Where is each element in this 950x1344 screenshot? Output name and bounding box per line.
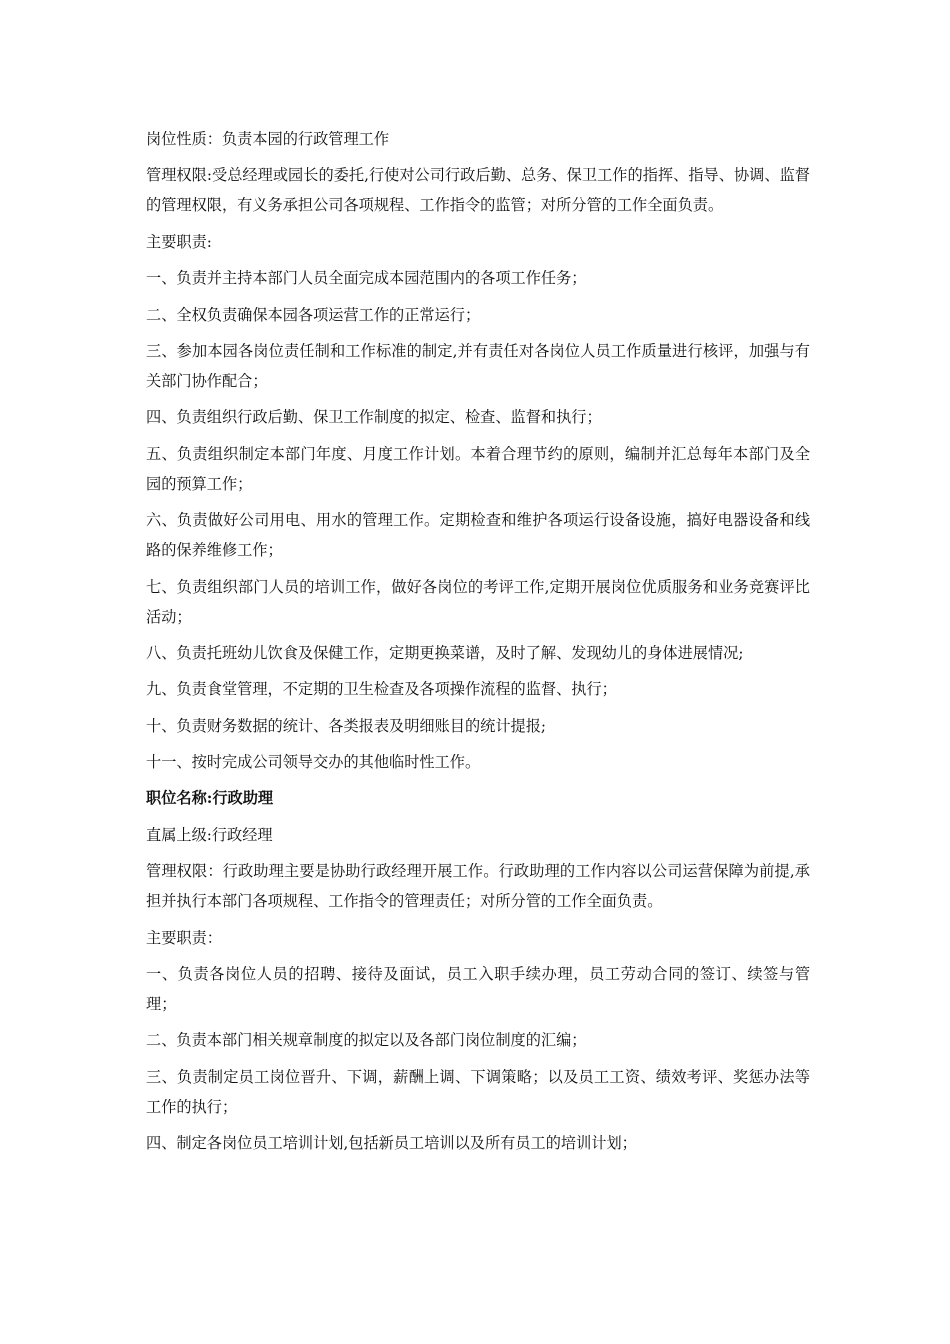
paragraph: 六、负责做好公司用电、用水的管理工作。定期检查和维护各项运行设备设施，搞好电器设备和线路的保养维修工作； [146,511,810,560]
paragraph: 八、负责托班幼儿饮食及保健工作，定期更换菜谱，及时了解、发现幼儿的身体进展情况; [146,643,744,662]
paragraph: 九、负责食堂管理，不定期的卫生检查及各项操作流程的监督、执行； [146,680,617,699]
document-body [146,124,810,1165]
paragraph: 二、全权负责确保本园各项运营工作的正常运行； [146,305,481,324]
paragraph: 一、负责各岗位人员的招聘、接待及面试，员工入职手续办理，员工劳动合同的签订、续签与管理； [146,965,810,1014]
paragraph: 直属上级:行政经理 [146,825,273,844]
paragraph: 十、负责财务数据的统计、各类报表及明细账目的统计提报; [146,716,546,735]
paragraph: 管理权限：行政助理主要是协助行政经理开展工作。行政助理的工作内容以公司运营保障为前提,承担并执行本部门各项规程、工作指令的管理责任；对所分管的工作全面负责。 [146,862,810,911]
paragraph: 二、负责本部门相关规章制度的拟定以及各部门岗位制度的汇编； [146,1031,587,1050]
paragraph: 十一、按时完成公司领导交办的其他临时性工作。 [146,753,481,772]
paragraph: 岗位性质：负责本园的行政管理工作 [146,130,389,148]
paragraph: 管理权限:受总经理或园长的委托,行使对公司行政后勤、总务、保卫工作的指挥、指导、协调、监督的管理权限，有义务承担公司各项规程、工作指令的监管；对所分管的工作全面负责。 [146,166,810,215]
section-heading: 职位名称:行政助理 [146,789,274,808]
paragraph: 主要职责: [146,232,212,251]
paragraph: 三、负责制定员工岗位晋升、下调，薪酬上调、下调策略；以及员工工资、绩效考评、奖惩办法等工作的执行； [146,1067,810,1116]
paragraph: 七、负责组织部门人员的培训工作，做好各岗位的考评工作,定期开展岗位优质服务和业务竞赛评比活动； [146,577,810,626]
paragraph: 主要职责： [146,928,222,947]
paragraph: 四、负责组织行政后勤、保卫工作制度的拟定、检查、监督和执行； [146,408,602,427]
paragraph: 三、参加本园各岗位责任制和工作标准的制定,并有责任对各岗位人员工作质量进行核评，加强与有关部门协作配合； [146,341,810,390]
paragraph: 五、负责组织制定本部门年度、月度工作计划。本着合理节约的原则，编制并汇总每年本部门及全园的预算工作； [146,444,810,493]
paragraph: 一、负责并主持本部门人员全面完成本园范围内的各项工作任务； [146,269,587,288]
paragraph: 四、制定各岗位员工培训计划,包括新员工培训以及所有员工的培训计划； [146,1134,637,1153]
